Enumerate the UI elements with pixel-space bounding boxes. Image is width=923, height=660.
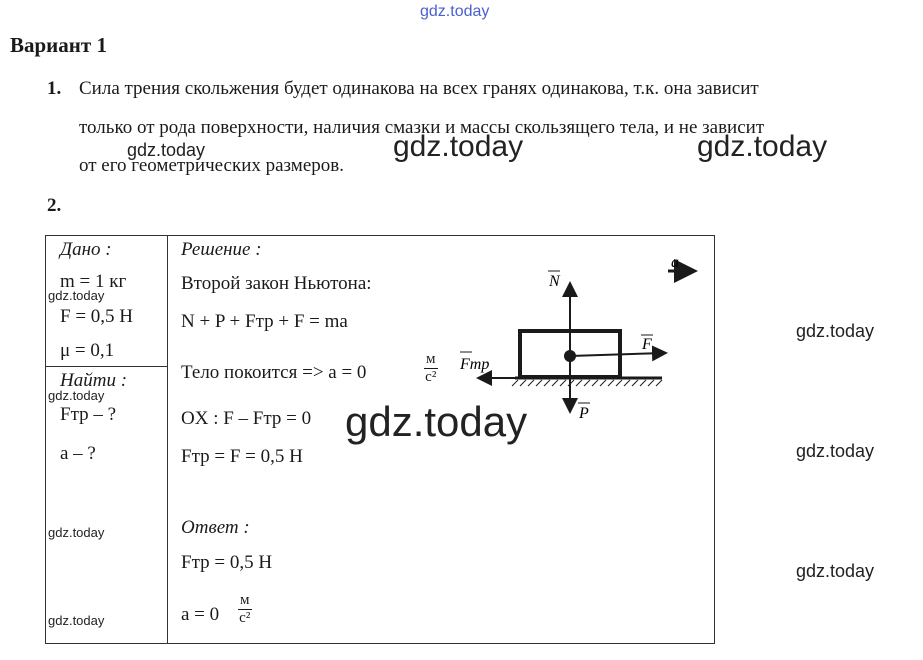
watermark: gdz.today (48, 613, 105, 628)
unit-denominator: с² (425, 369, 437, 385)
given-force: F = 0,5 Н (60, 306, 134, 327)
given-title: Дано : (60, 239, 112, 260)
given-mass: m = 1 кг (60, 271, 127, 292)
watermark: gdz.today (697, 130, 828, 163)
watermark: gdz.today (796, 561, 875, 581)
unit-fraction (424, 351, 438, 386)
watermark: gdz.today (48, 525, 105, 540)
label-f: F (642, 336, 652, 353)
watermark: gdz.today (796, 441, 875, 461)
label-a: a (671, 255, 679, 271)
table-divider (45, 366, 167, 367)
task1-line-2: только от рода поверхности, наличия смазки и массы скользящего тела, и не зависит (79, 117, 765, 138)
answer-friction: Fтр = 0,5 Н (181, 552, 273, 573)
task1-line-3: от его геометрических размеров. (79, 155, 344, 176)
watermark: gdz.today (127, 140, 206, 160)
watermark-large: gdz.today (345, 398, 528, 445)
find-title: Найти : (60, 370, 128, 391)
task2-number: 2. (47, 195, 62, 216)
friction-result: Fтр = F = 0,5 Н (181, 446, 303, 467)
ox-projection: OX : F – Fтр = 0 (181, 408, 312, 429)
watermark: gdz.today (48, 388, 105, 403)
page-title: Вариант 1 (10, 33, 107, 57)
label-p: P (579, 405, 589, 422)
find-acceleration: a – ? (60, 443, 96, 464)
unit-denominator: с² (239, 610, 251, 626)
answer-acceleration: a = 0 (181, 604, 220, 625)
label-ftr: Fтр (460, 356, 490, 373)
watermark-top: gdz.today (420, 3, 490, 20)
label-n: N (549, 273, 560, 290)
solution-title: Решение : (181, 239, 262, 260)
table-divider (167, 235, 168, 643)
rest-statement: Тело покоится => a = 0 (181, 362, 367, 383)
newton-law-label: Второй закон Ньютона: (181, 273, 372, 294)
find-friction: Fтр – ? (60, 404, 117, 425)
watermark: gdz.today (48, 288, 105, 303)
watermark: gdz.today (393, 130, 524, 163)
task1-number: 1. (47, 78, 62, 99)
ground-hatching (512, 380, 662, 386)
task1-line-1: Сила трения скольжения будет одинакова на всех гранях одинакова, т.к. она зависит (79, 78, 759, 99)
answer-unit-fraction (238, 592, 252, 627)
applied-force-arrow (570, 353, 664, 356)
unit-numerator: м (426, 351, 436, 367)
unit-numerator: м (240, 592, 250, 608)
answer-title: Ответ : (181, 517, 250, 538)
newton-equation: N + P + Fтр + F = ma (181, 311, 348, 332)
watermark: gdz.today (796, 321, 875, 341)
given-mu: μ = 0,1 (60, 340, 115, 361)
